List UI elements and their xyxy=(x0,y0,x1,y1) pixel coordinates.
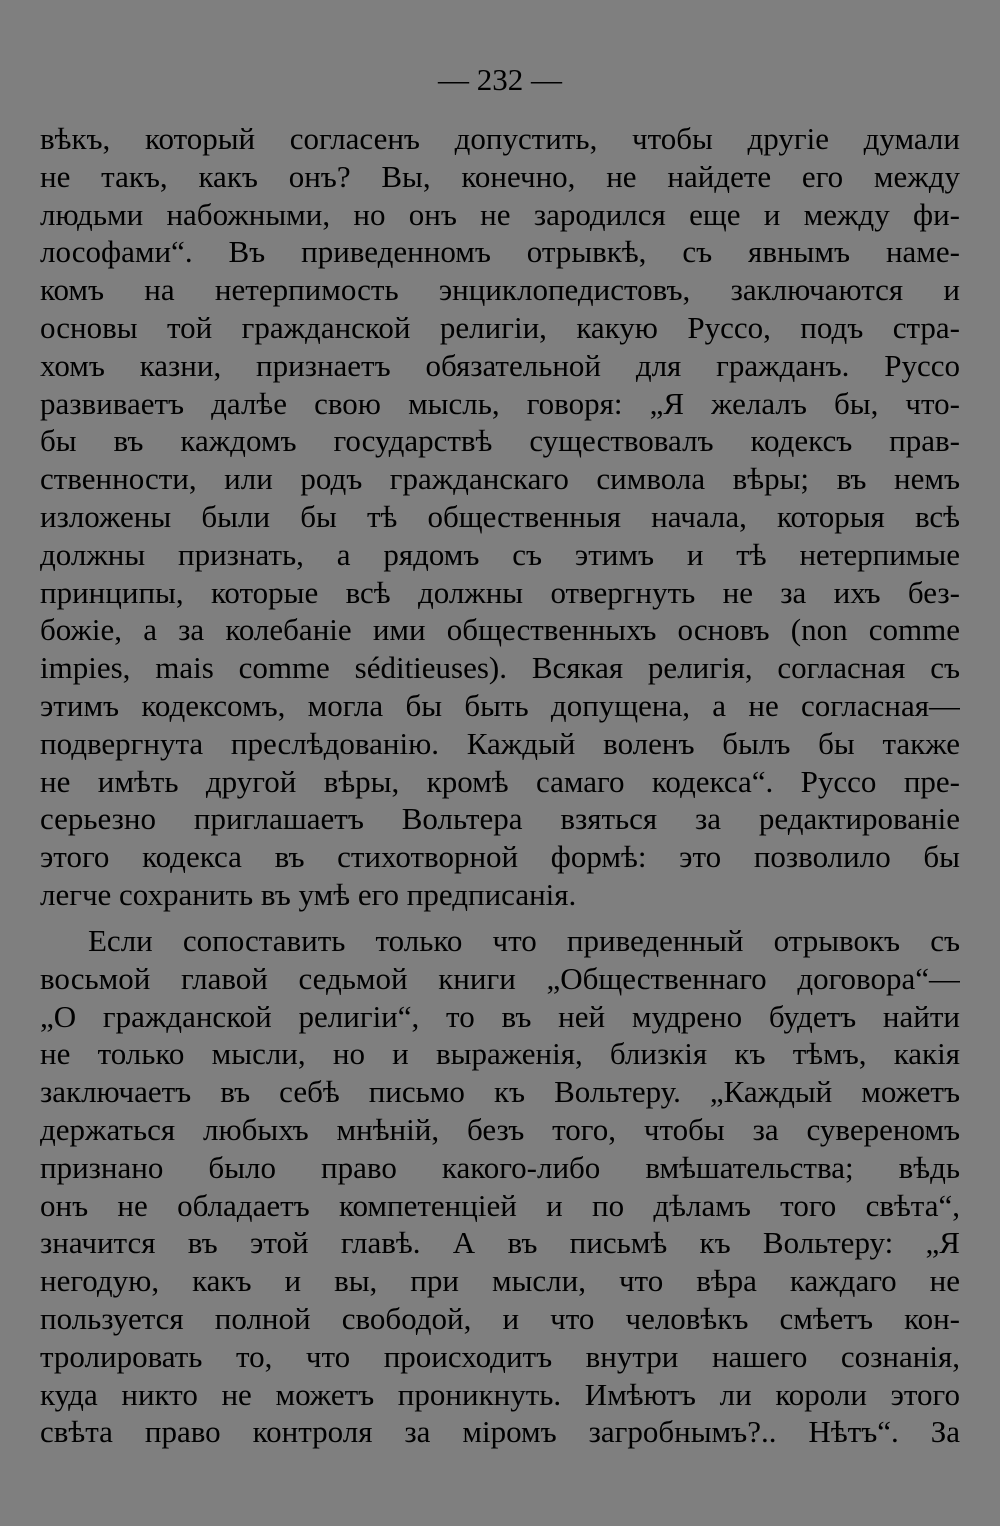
text-line: значится въ этой главѣ. А въ письмѣ къ Вольтеру: „Я xyxy=(40,1225,960,1261)
text-line: „О гражданской религіи“, то въ ней мудрено будетъ найти xyxy=(40,998,960,1034)
text-line: должны признать, а рядомъ съ этимъ и тѣ нетерпимые xyxy=(40,536,960,572)
text-line: заключаетъ въ себѣ письмо къ Вольтеру. „Каждый можетъ xyxy=(40,1074,960,1110)
text-line: серьезно приглашаетъ Вольтера взяться за редактированіе xyxy=(40,801,960,837)
text-line: куда никто не можетъ проникнуть. Имѣютъ ли короли этого xyxy=(40,1376,960,1412)
text-line: подвергнута преслѣдованію. Каждый воленъ былъ бы также xyxy=(40,725,960,761)
text-line: комъ на нетерпимость энциклопедистовъ, заключаются и xyxy=(40,272,960,308)
text-line: не только мысли, но и выраженія, близкія къ тѣмъ, какія xyxy=(40,1036,960,1072)
text-line: принципы, которые всѣ должны отвергнуть не за ихъ без- xyxy=(40,574,960,610)
page-number: — 232 — xyxy=(438,62,562,97)
text-line: вѣкъ, который согласенъ допустить, чтобы другіе думали xyxy=(40,121,960,156)
text-line: ственности, или родъ гражданскаго символа вѣры; въ немъ xyxy=(40,461,960,497)
text-line: восьмой главой седьмой книги „Общественнаго договора“— xyxy=(40,960,960,996)
text-line: этого кодекса въ стихотворной формѣ: это позволило бы xyxy=(40,839,960,875)
text-line: бы въ каждомъ государствѣ существовалъ кодексъ прав- xyxy=(40,423,960,459)
text-line: основы той гражданской религіи, какую Руссо, подъ стра- xyxy=(40,309,960,345)
text-line: пользуется полной свободой, и что человѣкъ смѣетъ кон- xyxy=(40,1300,960,1336)
text-line: держаться любыхъ мнѣній, безъ того, чтобы за сувереномъ xyxy=(40,1111,960,1147)
text-line: хомъ казни, признаетъ обязательной для гражданъ. Руссо xyxy=(40,347,960,383)
text-line: не имѣть другой вѣры, кромѣ самаго кодекса“. Руссо пре- xyxy=(40,763,960,799)
text-line: лософами“. Въ приведенномъ отрывкѣ, съ явнымъ наме- xyxy=(40,234,960,270)
text-line: тролировать то, что происходитъ внутри нашего сознанія, xyxy=(40,1338,960,1374)
text-line: этимъ кодексомъ, могла бы быть допущена, а не согласная— xyxy=(40,687,960,723)
text-line: людьми набожными, но онъ не зародился еще и между фи- xyxy=(40,196,960,232)
text-line: божіе, а за колебаніе ими общественныхъ основъ (non comme xyxy=(40,612,960,648)
text-line: изложены были бы тѣ общественныя начала, которыя всѣ xyxy=(40,498,960,534)
text-line: не такъ, какъ онъ? Вы, конечно, не найдете его между xyxy=(40,158,960,194)
text-line: Если сопоставить только что приведенный отрывокъ съ xyxy=(88,923,960,958)
text-line: признано было право какого-либо вмѣшательства; вѣдь xyxy=(40,1149,960,1185)
paragraph-2 xyxy=(40,922,960,1451)
text-line: свѣта право контроля за міромъ загробнымъ?.. Нѣтъ“. За xyxy=(40,1414,960,1450)
text-line: онъ не обладаетъ компетенціей и по дѣламъ того свѣта“, xyxy=(40,1187,960,1223)
text-line: impies, mais comme séditieuses). Всякая религія, согласная съ xyxy=(40,650,960,686)
text-line: негодую, какъ и вы, при мысли, что вѣра каждаго не xyxy=(40,1263,960,1299)
paragraph-1 xyxy=(40,120,960,914)
text-line: легче сохранить въ умѣ его предписанія. xyxy=(40,876,577,912)
text-line: развиваетъ далѣе свою мысль, говоря: „Я желалъ бы, что- xyxy=(40,385,960,421)
